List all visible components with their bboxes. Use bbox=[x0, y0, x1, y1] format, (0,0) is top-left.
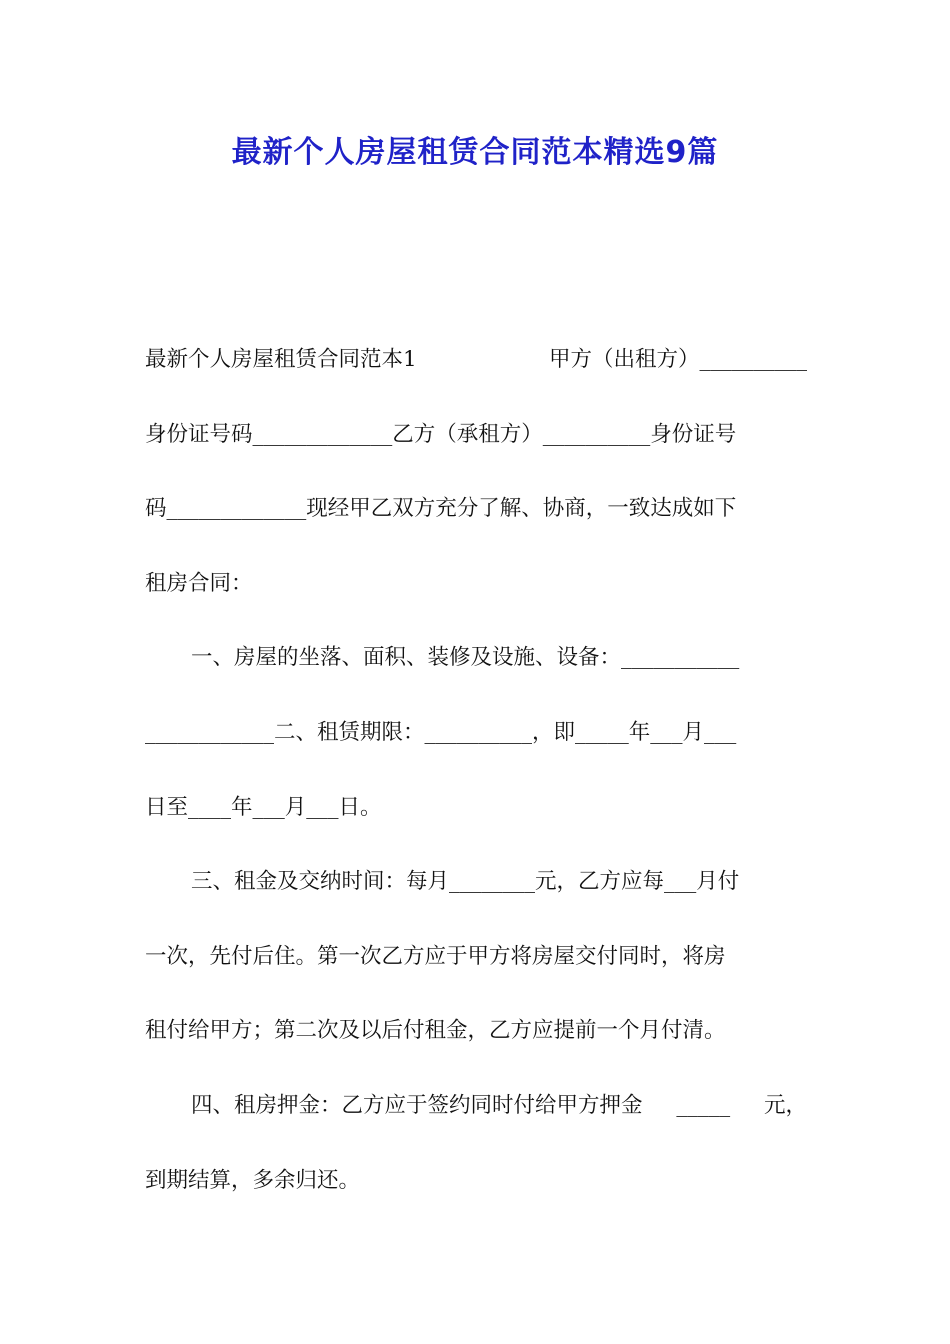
text-line-7 bbox=[145, 783, 807, 858]
text-segment: 身份证号码_____________乙方（承租方）__________身份证号 bbox=[145, 421, 737, 447]
document-title: 最新个人房屋租赁合同范本精选9篇 bbox=[231, 135, 719, 170]
text-segment: 四、租房押金：乙方应于签约同时付给甲方押金 bbox=[191, 1092, 643, 1118]
text-line-1 bbox=[145, 335, 807, 410]
text-segment: 一、房屋的坐落、面积、装修及设施、设备：___________ bbox=[191, 645, 740, 671]
text-segment: 租付给甲方；第二次及以后付租金，乙方应提前一个月付清。 bbox=[145, 1018, 726, 1044]
text-line-8 bbox=[145, 857, 807, 932]
document-body bbox=[145, 335, 807, 1230]
text-line-5 bbox=[145, 633, 807, 708]
text-line-4 bbox=[145, 559, 807, 634]
text-segment: 甲方（出租方）__________ bbox=[548, 347, 807, 372]
text-segment: 租房合同： bbox=[145, 570, 253, 596]
text-segment: 一次，先付后住。第一次乙方应于甲方将房屋交付同时，将房 bbox=[145, 943, 726, 969]
text-segment: 日至____年___月___日。 bbox=[145, 794, 382, 820]
text-line-10 bbox=[145, 1006, 807, 1081]
text-line-6 bbox=[145, 708, 807, 783]
text-segment: 码_____________现经甲乙双方充分了解、协商，一致达成如下 bbox=[145, 496, 737, 522]
text-segment: 元， bbox=[763, 1092, 807, 1118]
text-segment: 三、租金及交纳时间：每月________元，乙方应每___月付 bbox=[191, 869, 740, 895]
text-line-3 bbox=[145, 484, 807, 559]
text-segment: 到期结算，多余归还。 bbox=[145, 1167, 361, 1193]
text-line-11 bbox=[145, 1081, 807, 1156]
text-line-9 bbox=[145, 932, 807, 1007]
text-segment: 最新个人房屋租赁合同范本1 bbox=[145, 347, 417, 372]
text-line-2 bbox=[145, 410, 807, 485]
text-segment: ____________二、租赁期限：__________，即_____年___月___ bbox=[145, 719, 737, 745]
text-line-12 bbox=[145, 1156, 807, 1231]
text-segment: _____ bbox=[676, 1092, 731, 1118]
